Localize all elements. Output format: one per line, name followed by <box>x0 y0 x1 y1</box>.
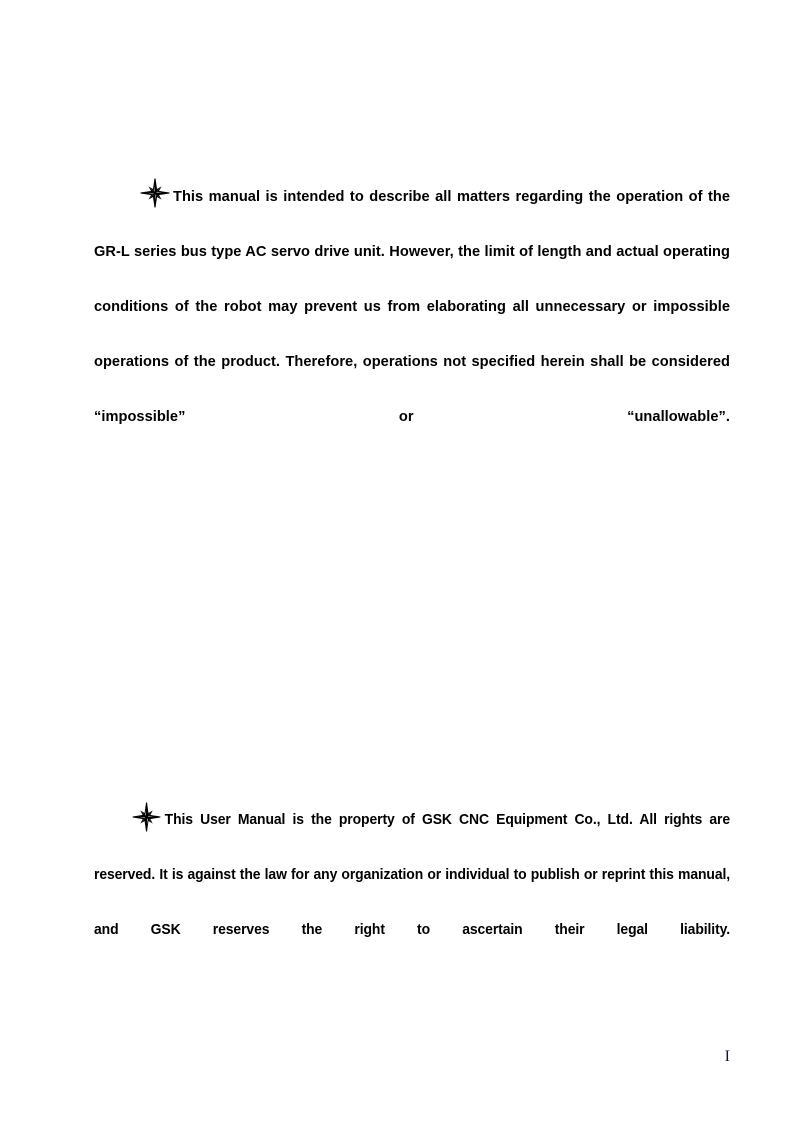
notice-text: This manual is intended to describe all matters regarding the operation of the GR-L series bus type AC servo drive unit. However, the limit of length and actual operating conditions of the robot may prevent us from elaborating all unnecessary or impossible operations of the product. Therefore, operations not specified herein shall be considered “impossible” or “unallowable”. <box>94 188 730 425</box>
copyright-paragraph <box>94 793 730 1013</box>
copyright-text: This User Manual is the property of GSK CNC Equipment Co., Ltd. All rights are reserved. It is against the law for any organization or individual to publish or reprint this manual, and GSK reserves the right to ascertain their legal liability. <box>94 811 731 938</box>
compass-rose-icon <box>132 802 161 832</box>
page-number: I <box>724 1048 730 1065</box>
notice-paragraph <box>94 170 730 500</box>
compass-rose-icon <box>140 178 170 208</box>
